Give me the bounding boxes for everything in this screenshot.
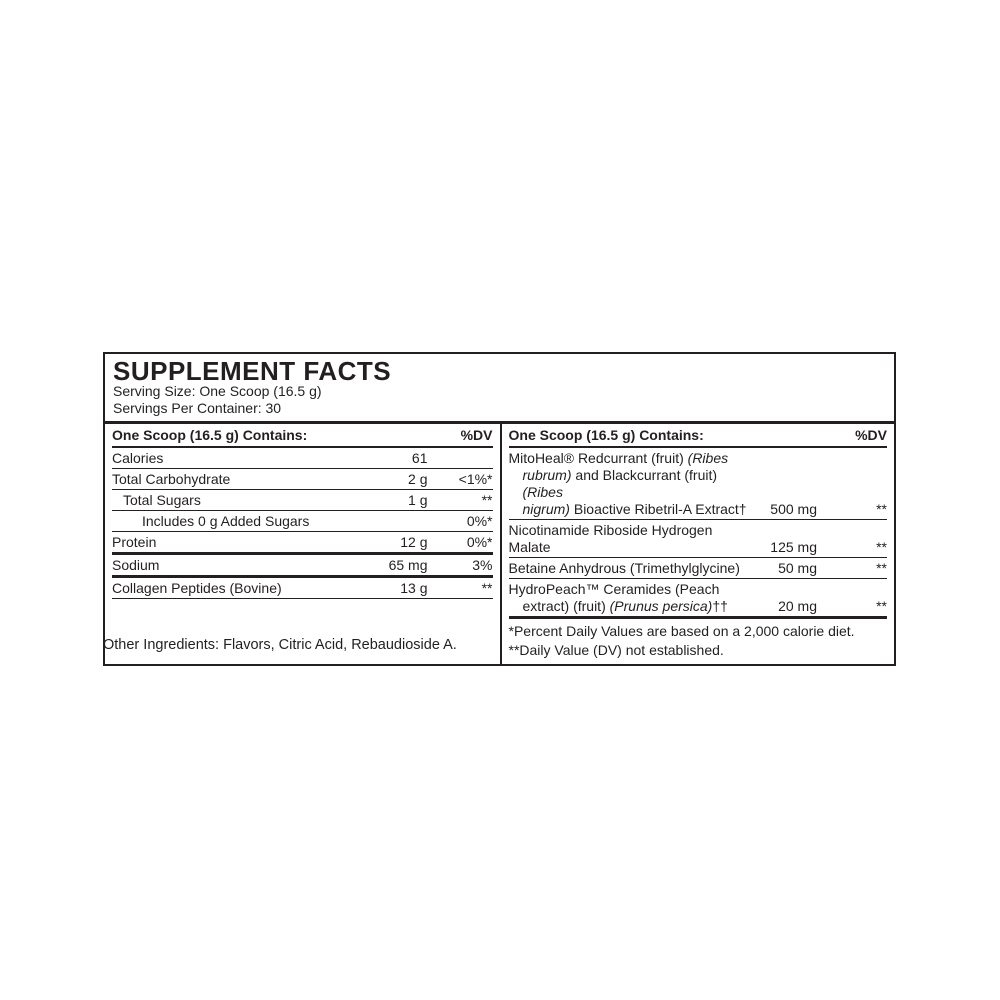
nutrient-row <box>112 511 493 532</box>
nutrient-amount: 20 mg <box>778 598 817 614</box>
nutrient-row <box>509 520 888 558</box>
nutrient-amount: 2 g <box>408 471 428 487</box>
nutrient-label: Total Sugars <box>123 492 201 508</box>
nutrient-dv: ** <box>876 598 887 614</box>
nutrient-label: Nicotinamide Riboside Hydrogen Malate <box>508 522 713 555</box>
column-header <box>509 424 888 448</box>
nutrient-dv: <1%* <box>458 471 493 487</box>
footnote-line: **Daily Value (DV) not established. <box>508 642 724 658</box>
nutrient-dv: 3% <box>472 557 493 573</box>
nutrient-row <box>112 490 493 511</box>
nutrient-dv: ** <box>481 492 493 508</box>
nutrient-dv: 0%* <box>466 513 493 529</box>
nutrient-amount: 65 mg <box>388 557 428 573</box>
nutrient-dv: ** <box>876 560 887 576</box>
nutrient-row <box>509 579 888 619</box>
nutrient-row <box>509 448 888 520</box>
nutrient-dv: ** <box>481 580 493 596</box>
nutrient-rows-left <box>112 448 493 599</box>
nutrient-label: Total Carbohydrate <box>112 471 231 487</box>
nutrient-label: Sodium <box>112 557 160 573</box>
column-header-label: One Scoop (16.5 g) Contains: <box>112 427 308 443</box>
nutrient-amount: 125 mg <box>770 539 817 555</box>
nutrient-label: Calories <box>112 450 164 466</box>
nutrient-amount: 12 g <box>400 534 428 550</box>
facts-column-left <box>105 424 500 664</box>
other-ingredients-text: Other Ingredients: Flavors, Citric Acid, Rebaudioside A. <box>103 637 457 653</box>
nutrient-label: Betaine Anhydrous (Trimethylglycine) <box>508 560 740 576</box>
nutrient-label: Includes 0 g Added Sugars <box>142 513 310 529</box>
nutrient-amount: 1 g <box>408 492 428 508</box>
nutrient-amount: 50 mg <box>778 560 817 576</box>
nutrient-row <box>112 448 493 469</box>
footnote-line: *Percent Daily Values are based on a 2,000 calorie diet. <box>508 623 855 639</box>
facts-columns <box>105 421 894 664</box>
panel-title: SUPPLEMENT FACTS <box>113 356 392 386</box>
column-header-dv: %DV <box>460 427 493 443</box>
nutrient-rows-right <box>509 448 888 619</box>
nutrient-dv: ** <box>876 539 887 555</box>
nutrient-row <box>509 558 888 579</box>
nutrient-row <box>112 469 493 490</box>
nutrient-amount: 13 g <box>400 580 428 596</box>
nutrient-label: HydroPeach™ Ceramides (Peach extract) (fruit) (Prunus persica)†† <box>508 581 728 614</box>
column-header <box>112 424 493 448</box>
nutrient-dv: ** <box>876 501 887 517</box>
column-header-label: One Scoop (16.5 g) Contains: <box>508 427 704 443</box>
nutrient-label: Collagen Peptides (Bovine) <box>112 580 282 596</box>
column-header-dv: %DV <box>855 427 887 443</box>
nutrient-dv: 0%* <box>466 534 493 550</box>
facts-column-right <box>500 424 895 664</box>
nutrient-amount: 61 <box>411 450 428 466</box>
serving-size-text: Serving Size: One Scoop (16.5 g) <box>113 383 322 399</box>
nutrient-label: Protein <box>112 534 157 550</box>
nutrient-row <box>112 532 493 555</box>
servings-per-container-text: Servings Per Container: 30 <box>113 400 282 416</box>
nutrient-label: MitoHeal® Redcurrant (fruit) (Ribes rubrum) and Blackcurrant (fruit) (Ribes nigrum) Bioactive Ribetril-A Extract† <box>508 450 747 517</box>
nutrient-amount: 500 mg <box>770 501 817 517</box>
nutrient-row <box>112 578 493 599</box>
nutrient-row <box>112 555 493 578</box>
panel-header <box>105 354 894 421</box>
footnotes <box>509 619 888 664</box>
supplement-facts-panel <box>103 352 896 666</box>
